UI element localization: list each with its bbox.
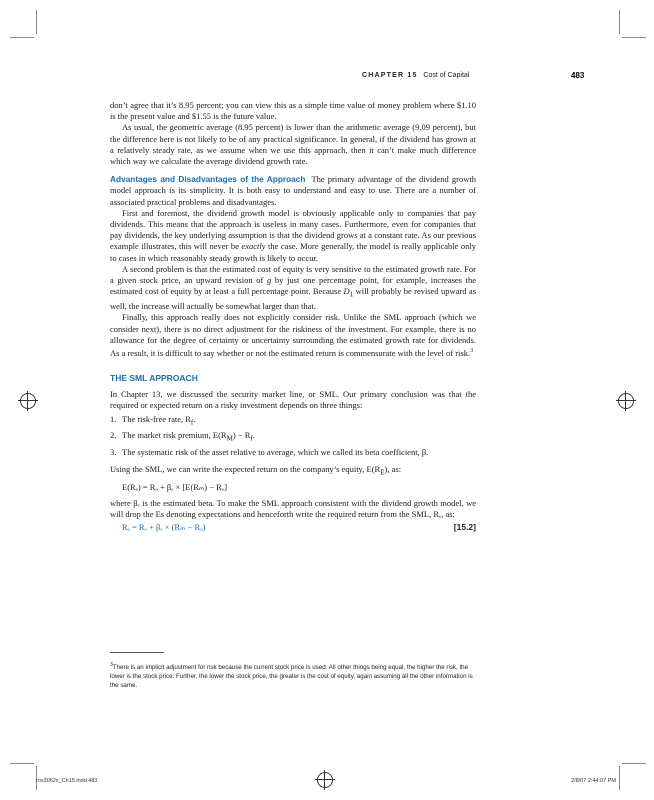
paragraph [110, 174, 476, 208]
list-number: 2. [110, 430, 117, 441]
crop-mark [619, 10, 620, 34]
list-text-part: The risk-free rate, R [122, 413, 191, 424]
paragraph: As usual, the geometric average (8.95 percent) is lower than the arithmetic average (9.09 percent), but the difference here is not likely to be of any practical significance. In general, if the dividend has grown at a relatively steady rate, as we assume when we use this approach, then it can’t make much difference which way we calculate the average dividend growth rate. [110, 122, 476, 167]
paragraph-text: Finally, this approach really does not explicitly consider risk. Unlike the SML approach (which we consider next), there is no direct adjustment for the riskiness of the investment. For example, there is no allowance for the degree of certainty or uncertainty surrounding the estimated growth rate for dividends. As a result, it is difficult to say whether or not the estimated return is commensurate with the level of risk. [110, 312, 476, 358]
section-heading: THE SML APPROACH [110, 372, 198, 383]
emphasis: g [266, 275, 272, 286]
list-text-part: . [193, 413, 196, 424]
subscript: f [250, 435, 253, 444]
crop-mark [10, 37, 34, 38]
subscript: M [226, 435, 233, 444]
crop-mark [619, 766, 620, 790]
paragraph-text: ), as: [384, 463, 402, 474]
registration-mark-icon [20, 393, 36, 409]
paragraph-text: The primary advantage of the dividend growth model approach is its simplicity. It is both easy to understand and easy to use. There are a number of associated practical problems and disadvantages. [110, 174, 476, 207]
footnote-mark: 3 [110, 662, 113, 668]
paragraph [110, 464, 476, 479]
footnote [110, 661, 476, 690]
chapter-label: CHAPTER 15 [362, 72, 418, 79]
list-text: The systematic risk of the asset relative to average, which we called its beta coefficient, β. [122, 447, 429, 458]
subscript: f [190, 418, 194, 427]
crop-mark [10, 763, 34, 764]
list-text-part: ) − R [232, 430, 251, 441]
page-number: 483 [571, 71, 585, 80]
slug-left: ros3062x_Ch15.indd 483 [36, 778, 98, 784]
run-in-heading: Advantages and Disadvantages of the Approach [110, 174, 306, 185]
list-item [110, 430, 476, 445]
list-text-part: The market risk premium, E(R [122, 430, 227, 441]
paragraph-text: A second problem is that the estimated cost of equity is very sensitive to the estimated growth rate. For a given stock price, an upward revision of [110, 263, 476, 286]
paragraph-text: Using the SML, we can write the expected return on the company’s equity, E(R [110, 463, 381, 474]
paragraph-text: First and foremost, the dividend growth model is obviously applicable only to companies that pay dividends. This means that the approach is useless in many cases. Furthermore, even for companies that pay dividends, the key underlying assumption is that the dividend grows at a constant rate. As our previous example illustrates, this will never be [110, 207, 476, 252]
registration-mark-icon [618, 393, 634, 409]
paragraph-text: the case. More generally, the model is really applicable only to cases in which reasonably steady growth is likely to occur. [110, 241, 477, 263]
chapter-title: Cost of Capital [423, 72, 470, 79]
equation: Rₑ = Rₒ + βₑ × (Rₘ − Rₒ) [122, 522, 206, 533]
list-item [110, 414, 476, 429]
paragraph: In Chapter 13, we discussed the security market line, or SML. Our primary conclusion was that the required or expected return on a risky investment depends on three things: [110, 389, 476, 411]
footnote-text: There is an implicit adjustment for risk because the current stock price is used. All other things being equal, the higher the risk, the lower is the stock price. Further, the lower the stock price, the greater is the cost of equity, again assuming all the other information is the same. [110, 664, 473, 689]
equation: E(Rₑ) = Rₒ + βₑ × [E(Rₘ) − Rₒ] [122, 482, 228, 493]
paragraph [110, 264, 476, 313]
paragraph-text: will probably be revised upward as well, the increase will actually be somewhat larger than that. [110, 286, 476, 312]
body-text [110, 100, 476, 533]
paragraph: where βₑ is the estimated beta. To make the SML approach consistent with the dividend growth model, we will drop the Es denoting expectations and henceforth write the required return from the SML, Rₑ, as: [110, 497, 476, 519]
crop-mark [622, 37, 646, 38]
crop-mark [36, 10, 37, 34]
running-header [362, 72, 469, 79]
list-text [122, 430, 255, 445]
list-number: 3. [110, 447, 117, 458]
footnote-ref[interactable]: 3 [470, 347, 474, 354]
footnote-rule [110, 652, 164, 653]
emphasis: D [343, 286, 350, 297]
slug-right: 2/8/07 2:44:07 PM [571, 778, 616, 784]
emphasis: exactly [241, 241, 266, 252]
paragraph-text: by just one percentage point, for example, increases the estimated cost of equity by at least a full percentage point. Because [110, 275, 477, 297]
list-number: 1. [110, 413, 117, 424]
list-item [110, 447, 476, 458]
paragraph [110, 312, 476, 359]
list-text-part: . [252, 430, 255, 441]
paragraph [110, 208, 476, 264]
crop-mark [622, 763, 646, 764]
equation-number: [15.2] [453, 522, 476, 533]
equation-block [110, 522, 476, 533]
registration-mark-icon [317, 772, 333, 788]
list-text [122, 414, 195, 429]
subscript: E [380, 468, 385, 477]
subscript: 1 [349, 290, 354, 299]
paragraph: don’t agree that it’s 8.95 percent; you can view this as a simple time value of money problem where $1.10 is the present value and $1.55 is the future value. [110, 100, 476, 122]
